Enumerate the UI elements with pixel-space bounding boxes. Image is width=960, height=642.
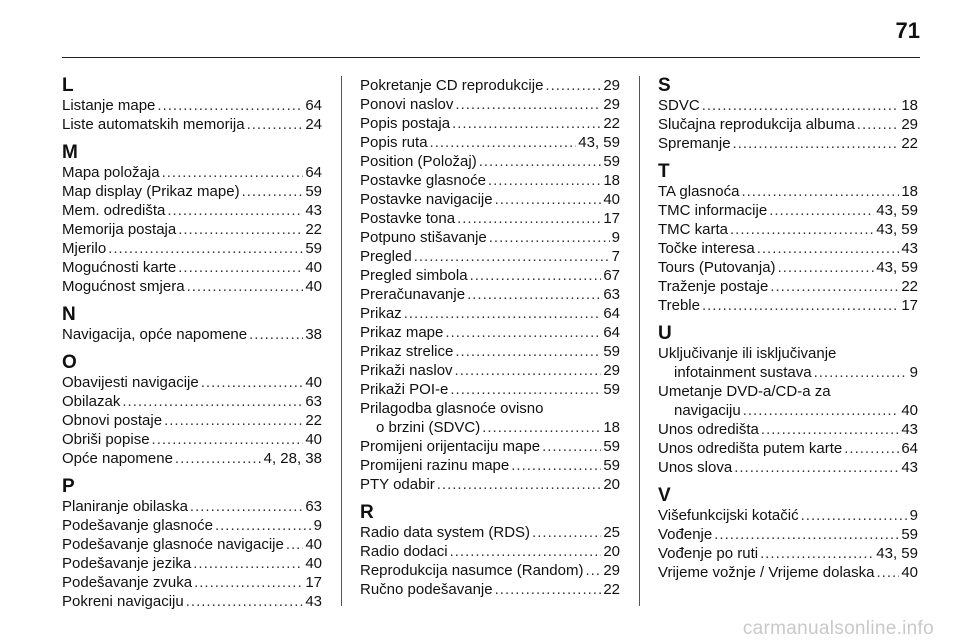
index-column-1 xyxy=(62,76,322,611)
index-entry-title: Promijeni razinu mape xyxy=(360,457,510,474)
index-entry-title: Prikaz mape xyxy=(360,324,444,341)
index-entry-page: 59 xyxy=(305,240,322,257)
index-entry-page: 40 xyxy=(603,191,620,208)
index-entry-page: 64 xyxy=(603,324,620,341)
header-rule xyxy=(62,57,920,58)
index-entry-page: 29 xyxy=(901,116,918,133)
dot-leader xyxy=(152,430,304,449)
dot-leader xyxy=(194,573,303,592)
index-entry xyxy=(658,239,918,258)
index-entry-page: 40 xyxy=(305,278,322,295)
index-entry-page: 29 xyxy=(603,77,620,94)
index-entry-title: TMC informacije xyxy=(658,202,768,219)
dot-leader xyxy=(743,401,900,420)
index-entry xyxy=(62,535,322,554)
index-entry-page: 20 xyxy=(603,543,620,560)
index-entry xyxy=(62,373,322,392)
index-entry-title: o brzini (SDVC) xyxy=(376,419,481,436)
index-entry-page: 22 xyxy=(901,135,918,152)
index-entry-page: 40 xyxy=(305,555,322,572)
index-letter-heading: R xyxy=(360,502,374,523)
index-column-2 xyxy=(360,76,620,599)
index-entry-page: 40 xyxy=(901,564,918,581)
index-entry-title: Mjerilo xyxy=(62,240,107,257)
index-entry xyxy=(62,115,322,134)
index-entry-title: Tours (Putovanja) xyxy=(658,259,776,276)
index-entry xyxy=(62,96,322,115)
dot-leader xyxy=(167,201,303,220)
dot-leader xyxy=(488,171,601,190)
dot-leader xyxy=(457,209,601,228)
index-entry xyxy=(360,361,620,380)
index-entry xyxy=(62,201,322,220)
index-entry-title: Mogućnosti karte xyxy=(62,259,177,276)
index-entry-page: 43 xyxy=(901,421,918,438)
dot-leader xyxy=(186,592,304,611)
index-entry-page: 64 xyxy=(603,305,620,322)
index-entry xyxy=(360,323,620,342)
index-entry-title: Radio data system (RDS) xyxy=(360,524,531,541)
page-number: 71 xyxy=(895,18,920,43)
index-letter-heading: O xyxy=(62,352,77,373)
index-entry xyxy=(360,561,620,580)
index-entry-title: Pokretanje CD reprodukcije xyxy=(360,77,544,94)
index-entry xyxy=(360,285,620,304)
dot-leader xyxy=(585,561,601,580)
index-entry-title: Position (Položaj) xyxy=(360,153,477,170)
dot-leader xyxy=(157,96,303,115)
index-entry-title: Prikaži POI-e xyxy=(360,381,449,398)
index-entry-page: 9 xyxy=(909,507,918,524)
index-entry xyxy=(62,497,322,516)
index-entry-title: Promijeni orijentaciju mape xyxy=(360,438,541,455)
index-entry xyxy=(658,525,918,544)
index-entry-page: 18 xyxy=(603,419,620,436)
index-entry-page: 40 xyxy=(305,536,322,553)
index-entry xyxy=(658,544,918,563)
index-entry-title: Spremanje xyxy=(658,135,731,152)
index-entry xyxy=(658,134,918,153)
index-entry-page: 67 xyxy=(603,267,620,284)
dot-leader xyxy=(702,96,900,115)
dot-leader xyxy=(801,506,908,525)
index-entry-title: infotainment sustava xyxy=(674,364,812,381)
index-entry xyxy=(62,163,322,182)
dot-leader xyxy=(876,563,899,582)
index-entry xyxy=(360,228,620,247)
index-entry-title: Postavke tona xyxy=(360,210,456,227)
index-entry xyxy=(360,542,620,561)
index-entry xyxy=(360,133,620,152)
index-entry-page: 64 xyxy=(305,97,322,114)
dot-leader xyxy=(479,152,602,171)
dot-leader xyxy=(532,523,601,542)
index-entry xyxy=(360,209,620,228)
index-entry-title: TA glasnoća xyxy=(658,183,740,200)
index-entry-page: 7 xyxy=(611,248,620,265)
index-entry xyxy=(62,239,322,258)
index-entry xyxy=(658,220,918,239)
index-entry-title: Točke interesa xyxy=(658,240,755,257)
index-entry-title: Prikaži naslov xyxy=(360,362,453,379)
index-entry-page: 22 xyxy=(305,221,322,238)
index-entry xyxy=(360,523,620,542)
index-entry-title: Potpuno stišavanje xyxy=(360,229,487,246)
dot-leader xyxy=(430,133,577,152)
index-entry-title: Opće napomene xyxy=(62,450,173,467)
index-entry-page: 43 xyxy=(901,459,918,476)
index-entry-title: Traženje postaje xyxy=(658,278,769,295)
index-entry xyxy=(658,458,918,477)
index-entry-title: Reprodukcija nasumce (Random) xyxy=(360,562,584,579)
index-entry-first-line: Uključivanje ili isključivanje xyxy=(658,345,837,362)
index-letter-heading: M xyxy=(62,142,78,163)
index-entry-title: Popis ruta xyxy=(360,134,428,151)
index-entry-title: Preračunavanje xyxy=(360,286,466,303)
index-letter-heading: U xyxy=(658,323,672,344)
index-entry-page: 40 xyxy=(305,431,322,448)
dot-leader xyxy=(249,325,303,344)
index-entry-page: 43, 59 xyxy=(876,259,918,276)
index-entry-page: 43 xyxy=(305,593,322,610)
index-entry-page: 40 xyxy=(305,374,322,391)
index-entry-title: Unos odredišta xyxy=(658,421,759,438)
index-entry-title: Liste automatskih memorija xyxy=(62,116,245,133)
dot-leader xyxy=(190,497,303,516)
index-entry-page: 64 xyxy=(305,164,322,181)
index-entry xyxy=(658,182,918,201)
index-entry-page: 59 xyxy=(603,153,620,170)
index-entry-title: PTY odabir xyxy=(360,476,435,493)
dot-leader xyxy=(452,114,601,133)
index-entry xyxy=(62,325,322,344)
index-entry-page: 18 xyxy=(901,97,918,114)
dot-leader xyxy=(162,163,304,182)
dot-leader xyxy=(511,456,601,475)
index-entry-page: 22 xyxy=(603,115,620,132)
index-entry xyxy=(360,266,620,285)
column-divider xyxy=(639,76,640,606)
index-entry xyxy=(658,506,918,525)
dot-leader xyxy=(757,239,900,258)
index-entry-title: Ponovi naslov xyxy=(360,96,454,113)
index-entry-first-line: Umetanje DVD-a/CD-a za xyxy=(658,383,831,400)
index-entry-title: Mem. odredišta xyxy=(62,202,166,219)
index-letter-heading: T xyxy=(658,161,670,182)
index-entry xyxy=(62,392,322,411)
dot-leader xyxy=(857,115,900,134)
index-entry-page: 22 xyxy=(901,278,918,295)
index-entry xyxy=(658,420,918,439)
dot-leader xyxy=(164,411,303,430)
index-entry xyxy=(360,95,620,114)
dot-leader xyxy=(542,437,601,456)
index-entry-title: Podešavanje zvuka xyxy=(62,574,193,591)
dot-leader xyxy=(741,182,899,201)
dot-leader xyxy=(404,304,602,323)
index-entry xyxy=(658,296,918,315)
dot-leader xyxy=(734,458,899,477)
index-entry xyxy=(62,516,322,535)
dot-leader xyxy=(760,544,874,563)
dot-leader xyxy=(489,228,610,247)
index-entry xyxy=(360,475,620,494)
index-entry-title: Treble xyxy=(658,297,700,314)
index-entry-page: 9 xyxy=(611,229,620,246)
index-entry xyxy=(62,220,322,239)
index-entry-title: Planiranje obilaska xyxy=(62,498,188,515)
dot-leader xyxy=(108,239,303,258)
index-entry xyxy=(658,563,918,582)
index-entry-title: Mogućnost smjera xyxy=(62,278,185,295)
index-letter-heading: P xyxy=(62,476,75,497)
dot-leader xyxy=(242,182,304,201)
index-entry-page: 9 xyxy=(909,364,918,381)
index-entry-title: Podešavanje jezika xyxy=(62,555,192,572)
dot-leader xyxy=(730,220,874,239)
dot-leader xyxy=(814,363,908,382)
index-entry-title: Podešavanje glasnoće navigacije xyxy=(62,536,284,553)
index-entry-title: Postavke glasnoće xyxy=(360,172,486,189)
index-entry-title: Obavijesti navigacije xyxy=(62,374,199,391)
index-entry-page: 43 xyxy=(901,240,918,257)
index-entry xyxy=(658,277,918,296)
index-entry-page: 63 xyxy=(603,286,620,303)
index-entry-title: Pokreni navigaciju xyxy=(62,593,184,610)
index-entry-page: 43 xyxy=(305,202,322,219)
column-divider xyxy=(341,76,342,606)
index-entry-title: Podešavanje glasnoće xyxy=(62,517,213,534)
index-entry-title: navigaciju xyxy=(674,402,741,419)
index-entry-page: 59 xyxy=(901,526,918,543)
dot-leader xyxy=(844,439,899,458)
index-entry-page: 59 xyxy=(603,381,620,398)
index-entry-first-line: Prilagodba glasnoće ovisno xyxy=(360,400,544,417)
index-entry-page: 29 xyxy=(603,96,620,113)
index-entry-title: Ručno podešavanje xyxy=(360,581,493,598)
dot-leader xyxy=(286,535,303,554)
index-entry-title: Vođenje xyxy=(658,526,713,543)
index-entry-page: 40 xyxy=(305,259,322,276)
index-entry xyxy=(62,554,322,573)
index-entry-title: Prikaz strelice xyxy=(360,343,454,360)
index-entry-page: 18 xyxy=(603,172,620,189)
index-column-3 xyxy=(658,76,918,582)
index-entry xyxy=(360,456,620,475)
index-entry-page: 17 xyxy=(901,297,918,314)
index-entry-page: 64 xyxy=(901,440,918,457)
index-entry-title: Pregled simbola xyxy=(360,267,468,284)
index-entry-page: 4, 28, 38 xyxy=(263,450,322,467)
index-entry-page: 43, 59 xyxy=(876,545,918,562)
dot-leader xyxy=(778,258,875,277)
index-entry xyxy=(62,430,322,449)
index-entry xyxy=(360,114,620,133)
index-entry-title: Vođenje po ruti xyxy=(658,545,759,562)
dot-leader xyxy=(470,266,602,285)
dot-leader xyxy=(455,95,601,114)
index-entry-page: 29 xyxy=(603,362,620,379)
index-entry-page: 18 xyxy=(901,183,918,200)
dot-leader xyxy=(175,449,262,468)
dot-leader xyxy=(714,525,899,544)
index-entry xyxy=(658,363,918,382)
index-entry-page: 20 xyxy=(603,476,620,493)
index-entry-title: Obnovi postaje xyxy=(62,412,163,429)
index-entry-title: Listanje mape xyxy=(62,97,156,114)
dot-leader xyxy=(122,392,303,411)
index-entry-title: Prikaz xyxy=(360,305,402,322)
dot-leader xyxy=(467,285,601,304)
index-entry xyxy=(62,449,322,468)
index-entry-page: 38 xyxy=(305,326,322,343)
index-entry xyxy=(360,190,620,209)
index-letter-heading: N xyxy=(62,304,76,325)
index-entry-title: Obilazak xyxy=(62,393,121,410)
dot-leader xyxy=(414,247,610,266)
dot-leader xyxy=(201,373,304,392)
index-entry-title: Vrijeme vožnje / Vrijeme dolaska xyxy=(658,564,875,581)
index-entry-page: 43, 59 xyxy=(578,134,620,151)
index-entry xyxy=(62,182,322,201)
index-entry-title: Unos odredišta putem karte xyxy=(658,440,843,457)
index-entry xyxy=(360,247,620,266)
index-entry-page: 29 xyxy=(603,562,620,579)
index-entry xyxy=(62,258,322,277)
watermark: carmanualsonline.info xyxy=(742,618,934,639)
dot-leader xyxy=(769,201,874,220)
index-entry-page: 17 xyxy=(603,210,620,227)
index-entry-title: Radio dodaci xyxy=(360,543,448,560)
index-entry-page: 17 xyxy=(305,574,322,591)
index-entry xyxy=(360,380,620,399)
index-entry-page: 63 xyxy=(305,393,322,410)
dot-leader xyxy=(178,220,303,239)
dot-leader xyxy=(495,580,602,599)
index-entry xyxy=(62,277,322,296)
index-letter-heading: S xyxy=(658,75,671,96)
index-entry-page: 22 xyxy=(305,412,322,429)
dot-leader xyxy=(545,76,601,95)
index-entry xyxy=(62,573,322,592)
index-entry-title: Slučajna reprodukcija albuma xyxy=(658,116,855,133)
index-entry-title: Obriši popise xyxy=(62,431,150,448)
index-entry-title: Navigacija, opće napomene xyxy=(62,326,248,343)
index-entry-title: Map display (Prikaz mape) xyxy=(62,183,240,200)
index-entry xyxy=(360,152,620,171)
index-entry xyxy=(658,115,918,134)
index-entry-title: SDVC xyxy=(658,97,700,114)
index-entry-title: Višefunkcijski kotačić xyxy=(658,507,799,524)
index-entry-page: 59 xyxy=(603,343,620,360)
index-entry xyxy=(360,171,620,190)
dot-leader xyxy=(702,296,899,315)
dot-leader xyxy=(733,134,900,153)
index-entry-page: 63 xyxy=(305,498,322,515)
index-entry xyxy=(658,258,918,277)
index-entry-title: Unos slova xyxy=(658,459,733,476)
index-entry-title: Memorija postaja xyxy=(62,221,177,238)
index-entry-page: 24 xyxy=(305,116,322,133)
index-entry-title: TMC karta xyxy=(658,221,729,238)
dot-leader xyxy=(187,277,304,296)
dot-leader xyxy=(770,277,899,296)
index-entry-title: Postavke navigacije xyxy=(360,191,493,208)
index-letter-heading: V xyxy=(658,485,671,506)
index-entry-page: 25 xyxy=(603,524,620,541)
dot-leader xyxy=(450,542,602,561)
index-entry xyxy=(658,96,918,115)
index-entry xyxy=(62,411,322,430)
index-entry-title: Mapa položaja xyxy=(62,164,160,181)
index-entry xyxy=(658,439,918,458)
dot-leader xyxy=(178,258,303,277)
dot-leader xyxy=(455,361,602,380)
index-entry-page: 22 xyxy=(603,581,620,598)
index-entry xyxy=(360,304,620,323)
index-entry xyxy=(360,437,620,456)
index-entry xyxy=(658,201,918,220)
index-entry-page: 43, 59 xyxy=(876,202,918,219)
index-entry xyxy=(360,418,620,437)
index-entry-page: 59 xyxy=(603,438,620,455)
dot-leader xyxy=(215,516,312,535)
dot-leader xyxy=(455,342,601,361)
dot-leader xyxy=(482,418,601,437)
index-letter-heading: L xyxy=(62,75,74,96)
dot-leader xyxy=(247,115,304,134)
index-entry-page: 9 xyxy=(313,517,322,534)
index-entry-page: 40 xyxy=(901,402,918,419)
index-entry xyxy=(360,580,620,599)
index-entry-page: 43, 59 xyxy=(876,221,918,238)
index-entry xyxy=(360,76,620,95)
index-entry-title: Pregled xyxy=(360,248,412,265)
index-entry-page: 59 xyxy=(305,183,322,200)
dot-leader xyxy=(450,380,601,399)
dot-leader xyxy=(437,475,602,494)
index-entry xyxy=(62,592,322,611)
index-entry-page: 59 xyxy=(603,457,620,474)
dot-leader xyxy=(761,420,899,439)
dot-leader xyxy=(445,323,601,342)
index-entry xyxy=(658,401,918,420)
index-entry-title: Popis postaja xyxy=(360,115,451,132)
dot-leader xyxy=(193,554,303,573)
dot-leader xyxy=(495,190,602,209)
index-entry xyxy=(360,342,620,361)
